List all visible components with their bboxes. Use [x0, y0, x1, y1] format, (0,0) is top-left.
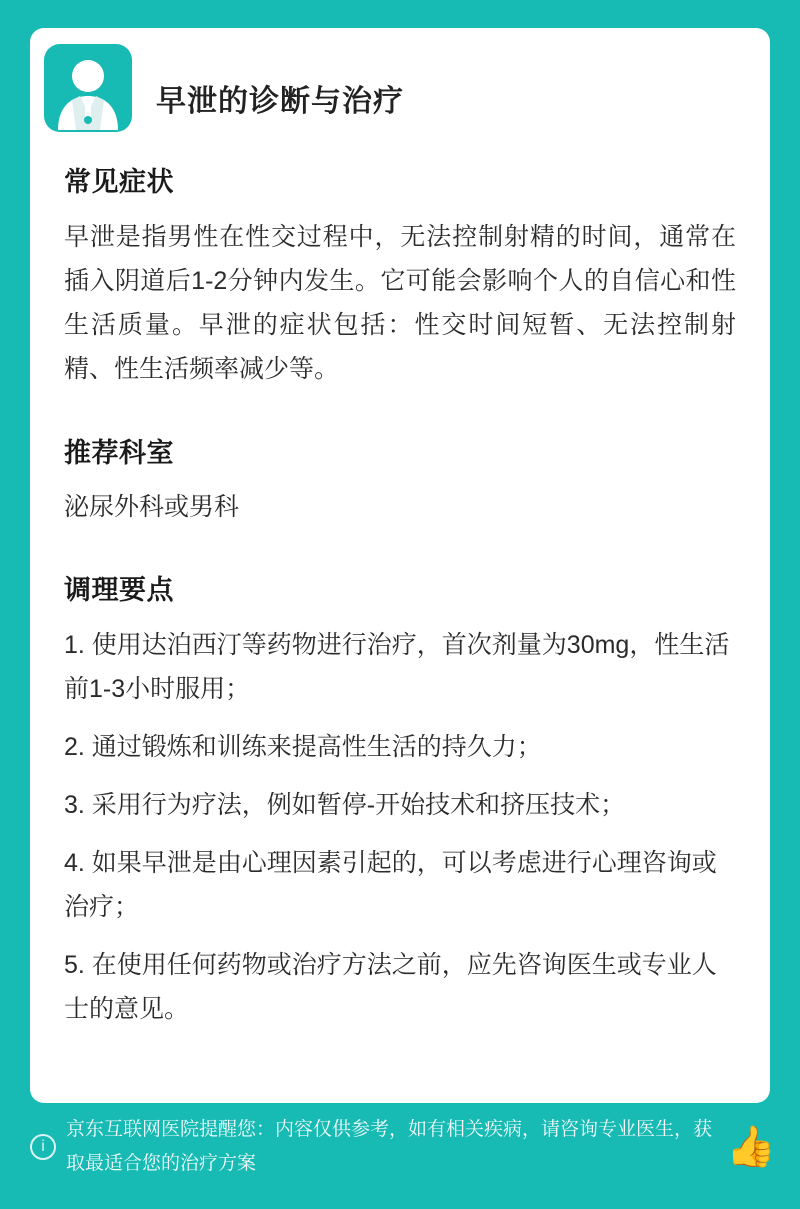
list-item: 2. 通过锻炼和训练来提高性生活的持久力； — [64, 733, 542, 761]
section-heading-department: 推荐科室 — [64, 438, 174, 468]
list-item: 5. 在使用任何药物或治疗方法之前，应先咨询医生或专业人士的意见。 — [64, 951, 717, 1023]
list-item: 3. 采用行为疗法，例如暂停-开始技术和挤压技术； — [64, 791, 626, 819]
footer-disclaimer-bar — [30, 1099, 776, 1195]
section-heading-symptoms: 常见症状 — [64, 167, 174, 197]
page-title: 早泄的诊断与治疗 — [156, 85, 404, 118]
section-heading-tips: 调理要点 — [64, 575, 174, 605]
info-circle-icon: i — [30, 1134, 56, 1160]
doctor-avatar-icon — [42, 42, 134, 134]
department-text: 泌尿外科或男科 — [64, 493, 240, 521]
thumbs-up-icon[interactable]: 👍 — [726, 1125, 776, 1169]
list-item: 1. 使用达泊西汀等药物进行治疗，首次剂量为30mg，性生活前1-3小时服用； — [64, 631, 730, 703]
content-card — [30, 28, 770, 1103]
symptoms-text: 早泄是指男性在性交过程中，无法控制射精的时间，通常在插入阴道后1-2分钟内发生。它可能会影响个人的自信心和性生活质量。早泄的症状包括：性交时间短暂、无法控制射精、性生活频率减少等。 — [64, 223, 736, 383]
list-item: 4. 如果早泄是由心理因素引起的，可以考虑进行心理咨询或治疗； — [64, 849, 717, 921]
tips-list — [64, 623, 736, 1031]
disclaimer-text: 京东互联网医院提醒您：内容仅供参考，如有相关疾病，请咨询专业医生，获取最适合您的治疗方案 — [66, 1119, 713, 1174]
